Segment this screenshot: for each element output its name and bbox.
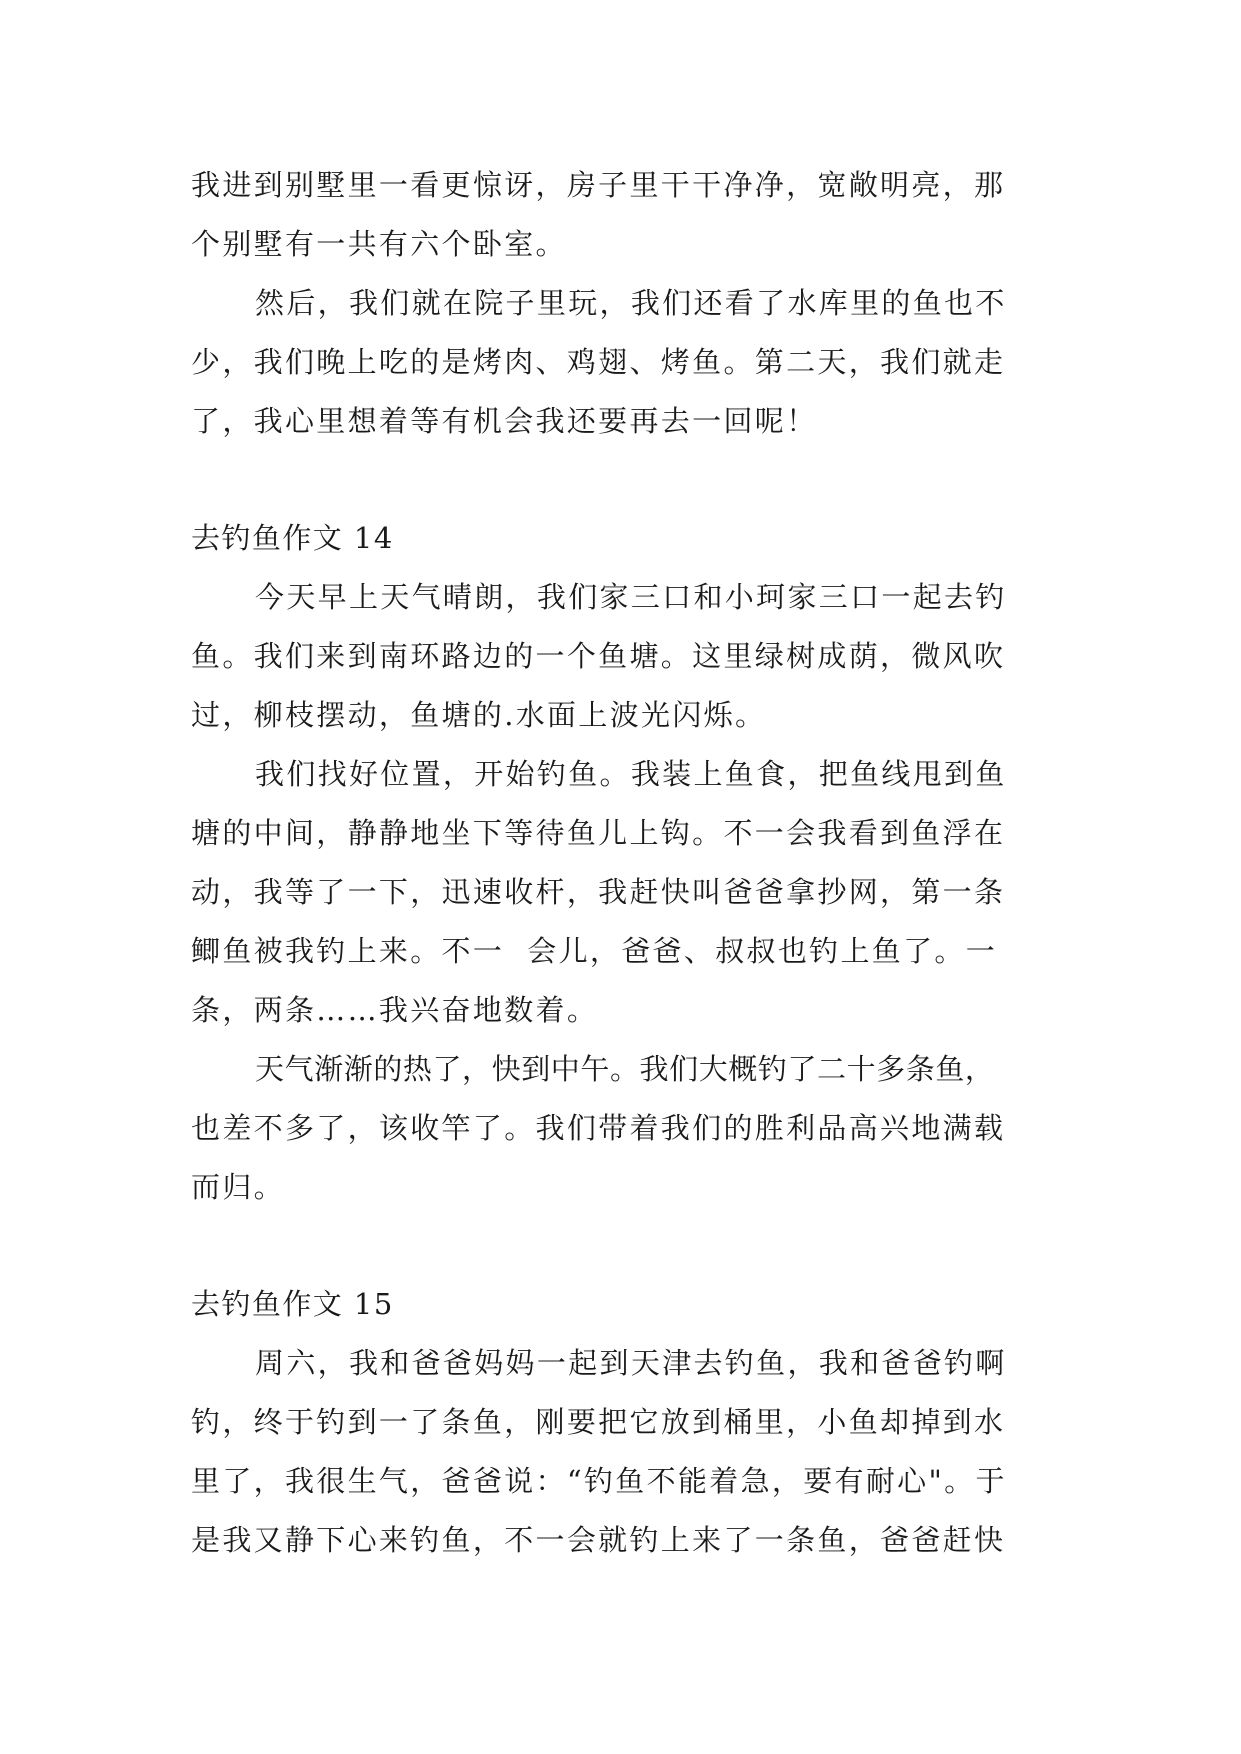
paragraph-line: 钓，终于钓到一了条鱼，刚要把它放到桶里，小鱼却掉到水 <box>191 1405 1006 1439</box>
paragraph-line: 条，两条……我兴奋地数着。 <box>191 993 599 1027</box>
paragraph-line: 今天早上天气晴朗，我们家三口和小珂家三口一起去钓 <box>255 580 1007 614</box>
paragraph-line: 是我又静下心来钓鱼，不一会就钓上来了一条鱼，爸爸赶快 <box>191 1523 1006 1557</box>
paragraph-line: 塘的中间，静静地坐下等待鱼儿上钩。不一会我看到鱼浮在 <box>191 816 1006 850</box>
paragraph-line: 我们找好位置，开始钓鱼。我装上鱼食，把鱼线甩到鱼 <box>255 757 1007 791</box>
paragraph-line: 里了，我很生气，爸爸说：“钓鱼不能着急，要有耐心"。于 <box>191 1464 1007 1498</box>
paragraph-line: 鲫鱼被我钓上来。不一 会儿，爸爸、叔叔也钓上鱼了。一 <box>191 934 998 968</box>
paragraph-line: 个别墅有一共有六个卧室。 <box>191 227 567 261</box>
paragraph-line: 我进到别墅里一看更惊讶，房子里干干净净，宽敞明亮，那 <box>191 168 1006 202</box>
section-heading: 去钓鱼作文 15 <box>191 1287 394 1321</box>
paragraph-line: 然后，我们就在院子里玩，我们还看了水库里的鱼也不 <box>255 286 1007 320</box>
paragraph-line: 周六，我和爸爸妈妈一起到天津去钓鱼，我和爸爸钓啊 <box>255 1346 1007 1380</box>
paragraph-line: 动，我等了一下，迅速收杆，我赶快叫爸爸拿抄网，第一条 <box>191 875 1006 909</box>
paragraph-line: 过，柳枝摆动，鱼塘的.水面上波光闪烁。 <box>191 698 767 732</box>
paragraph-line: 而归。 <box>191 1170 285 1204</box>
paragraph-line: 了，我心里想着等有机会我还要再去一回呢！ <box>191 404 818 438</box>
paragraph-line: 鱼。我们来到南环路边的一个鱼塘。这里绿树成荫，微风吹 <box>191 639 1006 673</box>
paragraph-line: 天气渐渐的热了，快到中午。我们大概钓了二十多条鱼， <box>255 1052 995 1086</box>
paragraph-line: 少，我们晚上吃的是烤肉、鸡翅、烤鱼。第二天，我们就走 <box>191 345 1006 379</box>
section-heading: 去钓鱼作文 14 <box>191 521 394 555</box>
paragraph-line: 也差不多了，该收竿了。我们带着我们的胜利品高兴地满载 <box>191 1111 1006 1145</box>
